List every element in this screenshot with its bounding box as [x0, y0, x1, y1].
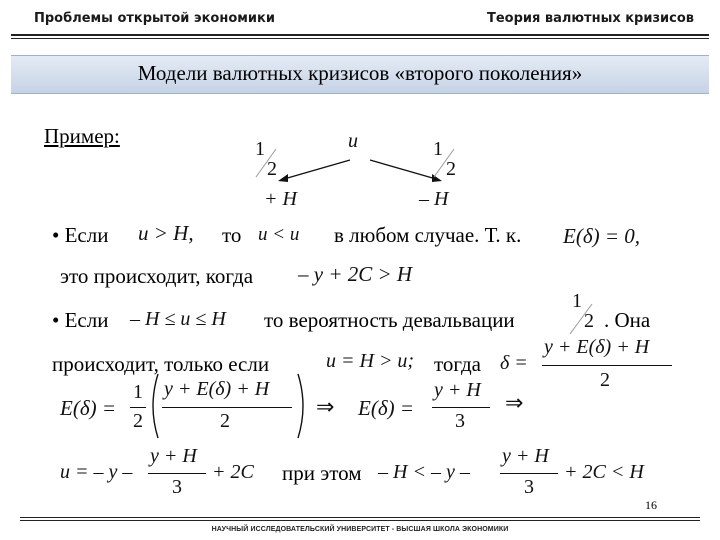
line1-text: в любом случае. Т. к.: [334, 223, 522, 247]
line6-plus: + 2C: [212, 461, 254, 483]
left-arrow-line: [284, 160, 350, 179]
diagram-left-prob-den: 2: [267, 158, 277, 180]
implies-arrow-2: ⇒: [505, 390, 524, 415]
line3-frac-slash: [568, 300, 596, 336]
diagram-right-slash: [432, 145, 458, 179]
line6-frac-den: 3: [172, 476, 182, 498]
right-arrow-line: [370, 160, 436, 179]
line1-formula: E(δ) = 0,: [563, 224, 640, 248]
header-rule-thin: [11, 38, 709, 39]
line5-outer-bar: [130, 407, 146, 408]
line5-outer-den: 2: [133, 410, 143, 432]
diagram-left-prob-num: 1: [255, 138, 265, 160]
line3-bullet: • Если: [52, 308, 109, 332]
diagram-right-outcome: – H: [419, 188, 449, 210]
line6-rhs-den: 3: [524, 476, 534, 498]
line5-inner-num: y + E(δ) + H: [164, 378, 270, 400]
line6-rhs-num: y + H: [502, 445, 549, 467]
footer-rule: [20, 517, 700, 518]
line6-frac-bar: [148, 473, 206, 474]
line4-then: тогда: [434, 352, 481, 376]
line3-after: . Она: [604, 308, 651, 332]
slide-title: Модели валютных кризисов «второго поколения»: [137, 61, 583, 85]
line5-outer-num: 1: [133, 381, 143, 403]
line6-rhs-right: + 2C < H: [564, 461, 644, 483]
line6-frac-num: y + H: [150, 445, 197, 467]
line1-cond2: u < u: [258, 224, 300, 245]
line4-frac-bar: [542, 365, 672, 366]
line5-mid-den: 3: [455, 410, 465, 432]
line5-mid-bar: [432, 407, 490, 408]
line4-frac-den: 2: [600, 369, 610, 391]
page-number: 16: [645, 498, 657, 512]
footer-text: НАУЧНЫЙ ИССЛЕДОВАТЕЛЬСКИЙ УНИВЕРСИТЕТ - ВЫСШАЯ ШКОЛА ЭКОНОМИКИ: [211, 526, 509, 533]
diagram-right-prob-num: 1: [433, 138, 443, 160]
line2-text: это происходит, когда: [60, 264, 254, 288]
footer-rule-2: [20, 520, 700, 521]
implies-arrow-1: ⇒: [316, 394, 335, 419]
header-left: Проблемы открытой экономики: [34, 11, 275, 26]
line3-frac-den: 2: [584, 310, 594, 332]
line6-lhs: u = – y –: [60, 461, 133, 483]
diagram-left-slash: [254, 145, 280, 179]
line1-cond: u > H,: [138, 221, 194, 245]
line5-mid: E(δ) =: [358, 396, 414, 420]
line1-to: то: [222, 223, 242, 247]
diagram-left-outcome: + H: [264, 188, 297, 210]
line5-inner-den: 2: [220, 410, 230, 432]
line6-rhs-left: – H < – y –: [378, 461, 470, 483]
diagram-right-prob-den: 2: [446, 158, 456, 180]
line1-bullet: • Если: [52, 223, 109, 247]
line4-delta: δ =: [500, 352, 528, 374]
line3-frac-num: 1: [572, 290, 582, 312]
header-right: Теория валютных кризисов: [486, 11, 694, 26]
line4-text: происходит, только если: [52, 352, 270, 376]
line5-mid-num: y + H: [434, 379, 481, 401]
diagram-top-u: u: [348, 130, 358, 152]
line5-inner-bar: [162, 407, 292, 408]
line3-text: то вероятность девальвации: [264, 308, 515, 332]
line4-cond: u = H > u;: [326, 350, 415, 372]
line6-text: при этом: [282, 461, 362, 485]
line6-rhs-bar: [500, 473, 558, 474]
header-rule: [11, 34, 709, 36]
line2-formula: – y + 2C > H: [298, 262, 413, 286]
example-label: Пример:: [44, 124, 120, 148]
line5-lhs: E(δ) =: [60, 396, 116, 420]
diagram-arrows: [270, 150, 450, 190]
line4-frac-num: y + E(δ) + H: [544, 336, 650, 358]
line3-cond: – H ≤ u ≤ H: [130, 308, 226, 330]
